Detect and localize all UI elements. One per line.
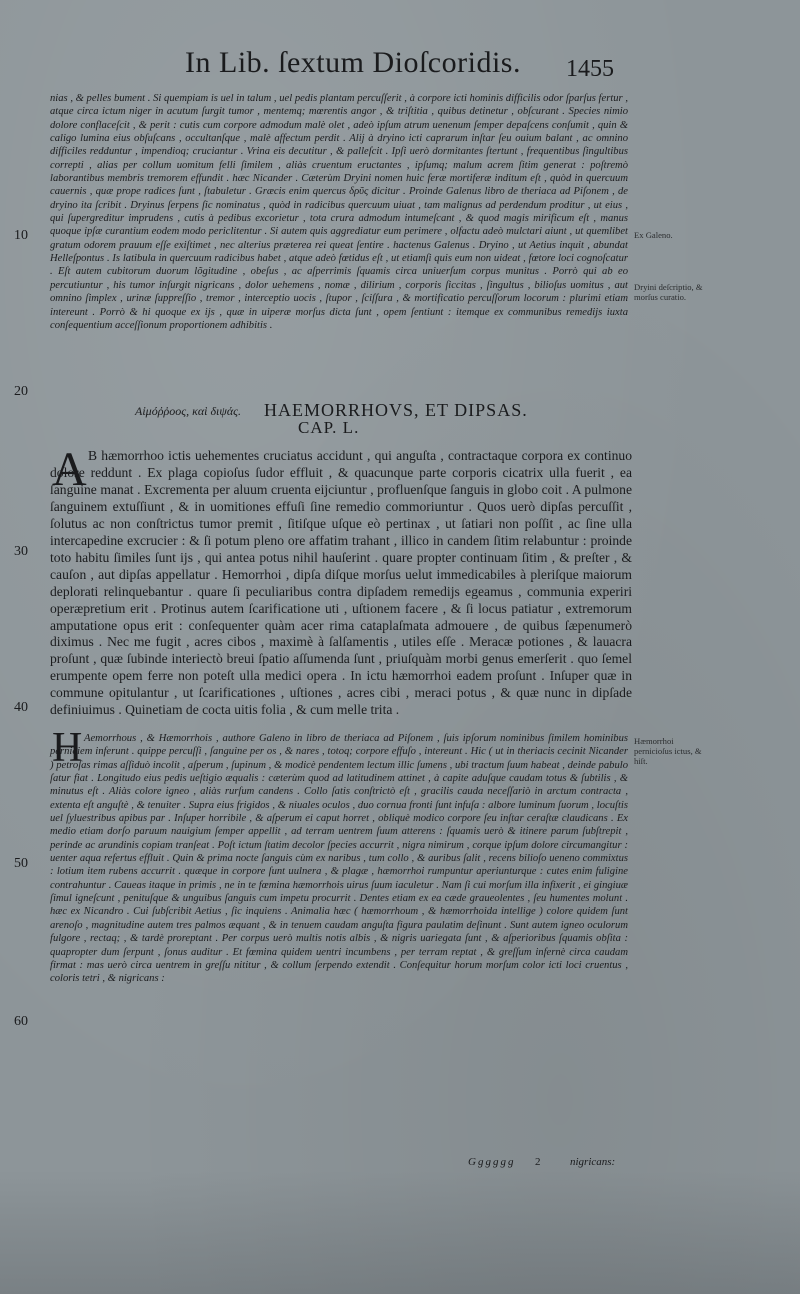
line-number-50: 50 (14, 856, 28, 871)
main-text-body: B hæmorrhoo ictis uehementes cruciatus accidunt , qui anguſta , contractaque corpora ex continuo dolore reddunt . Ex plaga copioſus ſudor effluit , & quacunque parte corporis cicatrix ulla fuerit , ea ſanguine manat . Excrementa per aluum cruenta eijciuntur , profluenſque ſanguis in globo coit . A pulmone ſanguinem extuſſiunt , & in uomitiones effuſi ſine remedio commoriuntur . Quos uerò dipſas percuſſit , ſolutus ac non conſtrictus tumor premit , ſitiſque uſque eò pertinax , ut ſatiari non poſſit , ac ſine ulla intercapedine excrucier : & ſi potum pleno ore affatim trahant , illico in candem ſitim relabuntur : proinde toto habitu ſimiles ſunt ijs , qui antea potus nihil hauſerint . quare propter continuam ſitim , & preſter , & cauſon , aut dipſas appellatur . Hemorrhoi , dipſa diſque morſus uelut immedicabiles à pleriſque maiorum deplorati relinquebantur . quare ſi peculiaribus contra dipſadem remedijs egeamus , communia experiri operæpretium erit . Protinus autem ſcarificatione uti , uſtionem facere , & ſi locus patiatur , extremorum amputatione opus erit : conſequenter quàm acer rima cataplaſmata admouere , de quibus ſæpenumerò diximus . Nec me fugit , acres cibos , maximè à ſalſamentis , utiles eſſe . Meracæ potiones , & lauacra proſunt , quæ ſubinde interiectò breui ſpatio aſſumenda ſunt , priuſquàm morbi genus emerſerit . quo ſemel erumpente opem ferre non poteſt ulla medici opera . In ictu hæmorrhoi eadem proſunt . Inſuper quæ in commune opitulantur , ut ſcarificationes , uſtiones , acres cibi , meraci potus , & quæ nunc in dipſade definiuimus . Quinetiam de cocta uitis folia , & cum melle trita . (50, 448, 632, 718)
commentary-top-text: nias , & pelles bument . Si quempiam is uel in talum , uel pedis plantam percuſſerit , à corpore icti hominis difficilis odor ſparſus fertur , atque circa ictum niger in acutum ſurgit tumor , mentemq; mœrentis angor , & triſtitia , quibus detinetur , obſcurant . Species nimio dolore conflaceſcit , & perit : cutis cum corpore admodum malè olet , adeò ipſum atrum uenenum ſemper depaſcens conſumit , quin & caligo lumina eius obſuſcans , occultanſque , malè affectum perdit . Alij à dryino icti caprarum inſtar ſeu ouium balant , ac omnino difficiles redduntur , impendioq; cruciantur . Vrina eis decutitur , & palleſcit . Ipſi uerò dormitantes ſtertunt , frequentibus ſingultibus correpti , alias per collum uomitum felli ſimilem , aliàs cruentum eructantes , ipſumq; malum acrem ſitim generat : poſtremò laborantibus membris tremorem effundit . hæc Nicander . Cæterùm Dryini nomen huic feræ mortiferæ inditum eſt , quòd in quercuum cauernis , quæ prope radices ſunt , ſtabuletur . Græcis enim quercus δρῦς dicitur . Proinde Galenus libro de theriaca ad Piſonem , de dryino ita ſcribit . Dryinus ſerpens ſic nominatus , quòd in radicibus quercuum uiuat , tam malignus ad perdendum proditur , ut eius , qui ſupergreditur imprudens , cutis à pedibus excorietur , tota crura admodum intumeſcant , & quod magis mirificum eſt , manus quoque ipſæ curantium eodem modo periclitentur . Si autem quis aggrediatur eum perimere , olfactu adeò mulctari aiunt , ut quemlibet gratum odorem prauum eſſe exiſtimet , nec alterius præterea rei queat ſentire . hactenus Galenus . Dryino , ut Aetius inquit , abundat Helleſpontus . Is latibula in quercuum radicibus habet , atque adeò fœtidus eſt , ut etiamſi quis eum non uideat , fœtore loci cognoſcatur . Eſt autem cubitorum duorum lõgitudine , obeſus , ac aſperrimis ſquamis circa uniuerſum corpus munitus . Porrò qui ab eo percutiuntur , his tumor inſurgit nigricans , dolor uehemens , nomæ , dilirium , corporis ſiccitas , ſingultus , bilioſus uomitus , aut omnino ſimplex , urinæ ſuppreſſio , tremor , interceptio uocis , ſtupor , ſciſſura , & mortificatio percuſſorum locorum : plurimi etiam intereunt . Porrò & hi quoque ex ijs , quæ in uiperæ morſus dicta ſunt , opem ſentiunt : itemque ex communibus remedijs iuxta conſequentium acceſſionum proportionem adhibitis . (50, 93, 628, 331)
dropcap-main: A (52, 443, 87, 496)
margin-note-haemorrhoi: Hæmorrhoi pernicioſus ictus, & hiſt. (634, 736, 702, 766)
commentary-bottom-text: Aemorrhous , & Hæmorrhois , authore Galeno in libro de theriaca ad Piſonem , ſuis ipſorum nominibus ſimilem hominibus perniciem inferunt . quippe percuſſi , ſanguine per os , & nares , totoq; corpore effuſo , intereunt . Hic ( ut in theriacis cecinit Nicander ) petroſas rimas aſſiduò incolit , aſperum , ſupinum , & modicè pendentem lectum illic ſumens , ubi tractum ſuum habeat , deinde pabulo ſatur fiat . Longitudo eius pedis ueſtigio æqualis : cæterùm quod ad latitudinem attinet , à capite aduſque caudam totus & ſubtilis , & minutus eſt . Aliàs colore igneo , aliàs rurſum candens . Collo ſatis conſtrictò eſt , gracilis cauda neceſſariò in arctum contracta , extenta eſt anguſtè , & tenuiter . Supra eius frigidos , & niuales oculos , duo cornua fronti ſunt infuſa : albore luminum ſuorum , locuſtis uel ſyluestribus apibus par . Inſuper horribile , & aſperum ei caput horret , obliquè modico corpore ſeu inſtar ceraſtæ claudicans . Ex medio etiam dorſo paruum nauigium ſemper appellit , ad terram uentrem ſuum atterens : ſquamis uerò & itinere parum ſubſtrepit , perinde ac arundinis copiam tranſeat . Poſt ictum ſtatim decolor ſpecies accurrit , nigra nimirum , corque ipſum dolore circumangitur : uenter aqua refertus effluit . Quin & prima nocte ſanguis cùm ex naribus , tum collo , & auribus ſalit , recens bilioſo ueneno commixtus : lotium item rubens accurrit . quæque in corpore ſunt uulnera , & plagæ , hæmorrhoi rumpuntur aperiunturque : cutes enim fuligine contrahuntur . Caueas itaque in primis , ne in te fœmina hæmorrhois uirus ſuum iaculetur . Nam ſi cui morſum illa infixerit , ei gingiuæ ſimul igneſcunt , penituſque & unguibus ſanguis cum impetu procurrit . Dentes etiam ex ea cæde graueolentes , ſeu humentes molunt . hæc ex Nicandro . Cui ſubſcribit Aetius , ſic inquiens . Animalia hæc ( hæmorrhoum , & hæmorrhoida intellige ) colore quidem ſunt arenoſo , magnitudine autem tres palmos æquant , & in tenuem caudam anguſta figura paulatim deſinunt . Sunt autem igneo oculorum fulgore , rectaq; , & tardè proreptant . Per corpus uerò multis notis albis , & nigris uariegata ſunt , & aſperioribus ſquamis obſita : quapropter dum ſerpunt , ſonus auditur . Et fœmina quidem uentri incumbens , per terram reptat , & greſſum infernè circa caudam firmat : mas uerò circa uentrem in greſſu nititur , & collum ſerpendo extendit . Conſequitur horum morſum color icti loci cruentus , coloris tetri , & nigricans : (50, 733, 628, 985)
page-number: 1455 (566, 56, 614, 82)
greek-heading: Αἱμόῤῥοος, καὶ διψάς. (135, 404, 242, 418)
main-text (50, 443, 632, 719)
margin-note-dryini: Dryini deſcriptio, & morſus curatio. (634, 282, 703, 302)
line-number-60: 60 (14, 1014, 28, 1029)
line-number-40: 40 (14, 700, 28, 715)
margin-note-ex-galeno: Ex Galeno. (634, 230, 673, 240)
line-number-30: 30 (14, 544, 28, 559)
commentary-bottom (50, 732, 628, 986)
chapter-label: CAP. L. (298, 418, 360, 437)
catchword: nigricans: (570, 1156, 616, 1168)
page-shadow (0, 1170, 800, 1294)
signature-number: 2 (535, 1156, 541, 1168)
commentary-top (50, 92, 628, 332)
section-heading: HAEMORRHOVS, ET DIPSAS. (264, 400, 528, 420)
signature-mark: Gggggg (468, 1156, 516, 1168)
line-number-20: 20 (14, 384, 28, 399)
running-title: In Lib. ſextum Dioſcoridis. (185, 46, 521, 79)
dropcap-commentary: H (52, 725, 83, 771)
line-number-10: 10 (14, 228, 28, 243)
